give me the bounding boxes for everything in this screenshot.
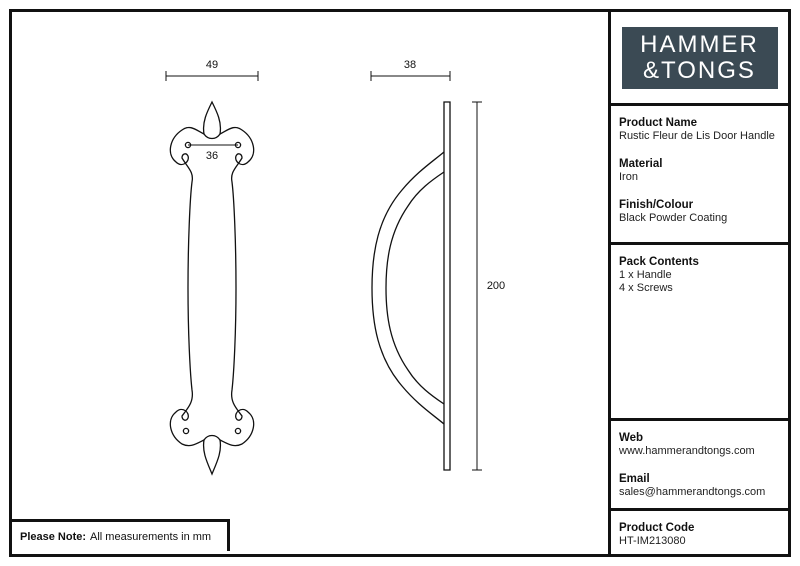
email-label: Email <box>619 473 650 485</box>
product-name-value: Rustic Fleur de Lis Door Handle <box>619 130 775 142</box>
email-link[interactable]: sales@hammerandtongs.com <box>619 486 766 498</box>
front-width-label: 49 <box>205 59 219 71</box>
finish-value: Black Powder Coating <box>619 212 728 224</box>
material-label: Material <box>619 158 663 170</box>
finish-label: Finish/Colour <box>619 199 694 211</box>
pack-contents <box>611 245 788 421</box>
side-view-handle <box>372 102 450 470</box>
side-depth-dimension <box>371 59 450 81</box>
pack-contents-label: Pack Contents <box>619 256 699 268</box>
height-label: 200 <box>486 280 506 292</box>
front-width-dimension <box>166 59 258 81</box>
product-name-label: Product Name <box>619 117 697 129</box>
hole-spacing-label: 36 <box>205 150 219 162</box>
brand-logo: HAMMER &TONGS <box>622 27 778 89</box>
pack-item: 1 x Handle <box>619 269 672 281</box>
logo-box <box>611 12 788 106</box>
pack-item: 4 x Screws <box>619 282 673 294</box>
info-sidebar <box>608 12 788 554</box>
product-details <box>611 106 788 245</box>
contact-details <box>611 421 788 511</box>
product-code-value: HT-IM213080 <box>619 535 686 547</box>
height-dimension <box>472 102 505 470</box>
measurement-note <box>12 519 230 551</box>
material-value: Iron <box>619 171 638 183</box>
side-depth-label: 38 <box>403 59 417 71</box>
web-label: Web <box>619 432 644 444</box>
technical-drawing <box>12 12 608 554</box>
note-text: All measurements in mm <box>90 530 212 543</box>
hole-spacing-dimension <box>188 145 238 162</box>
product-code-box <box>611 511 788 554</box>
note-label: Please Note: <box>20 530 87 543</box>
product-code-label: Product Code <box>619 522 695 534</box>
web-link[interactable]: www.hammerandtongs.com <box>619 445 755 457</box>
